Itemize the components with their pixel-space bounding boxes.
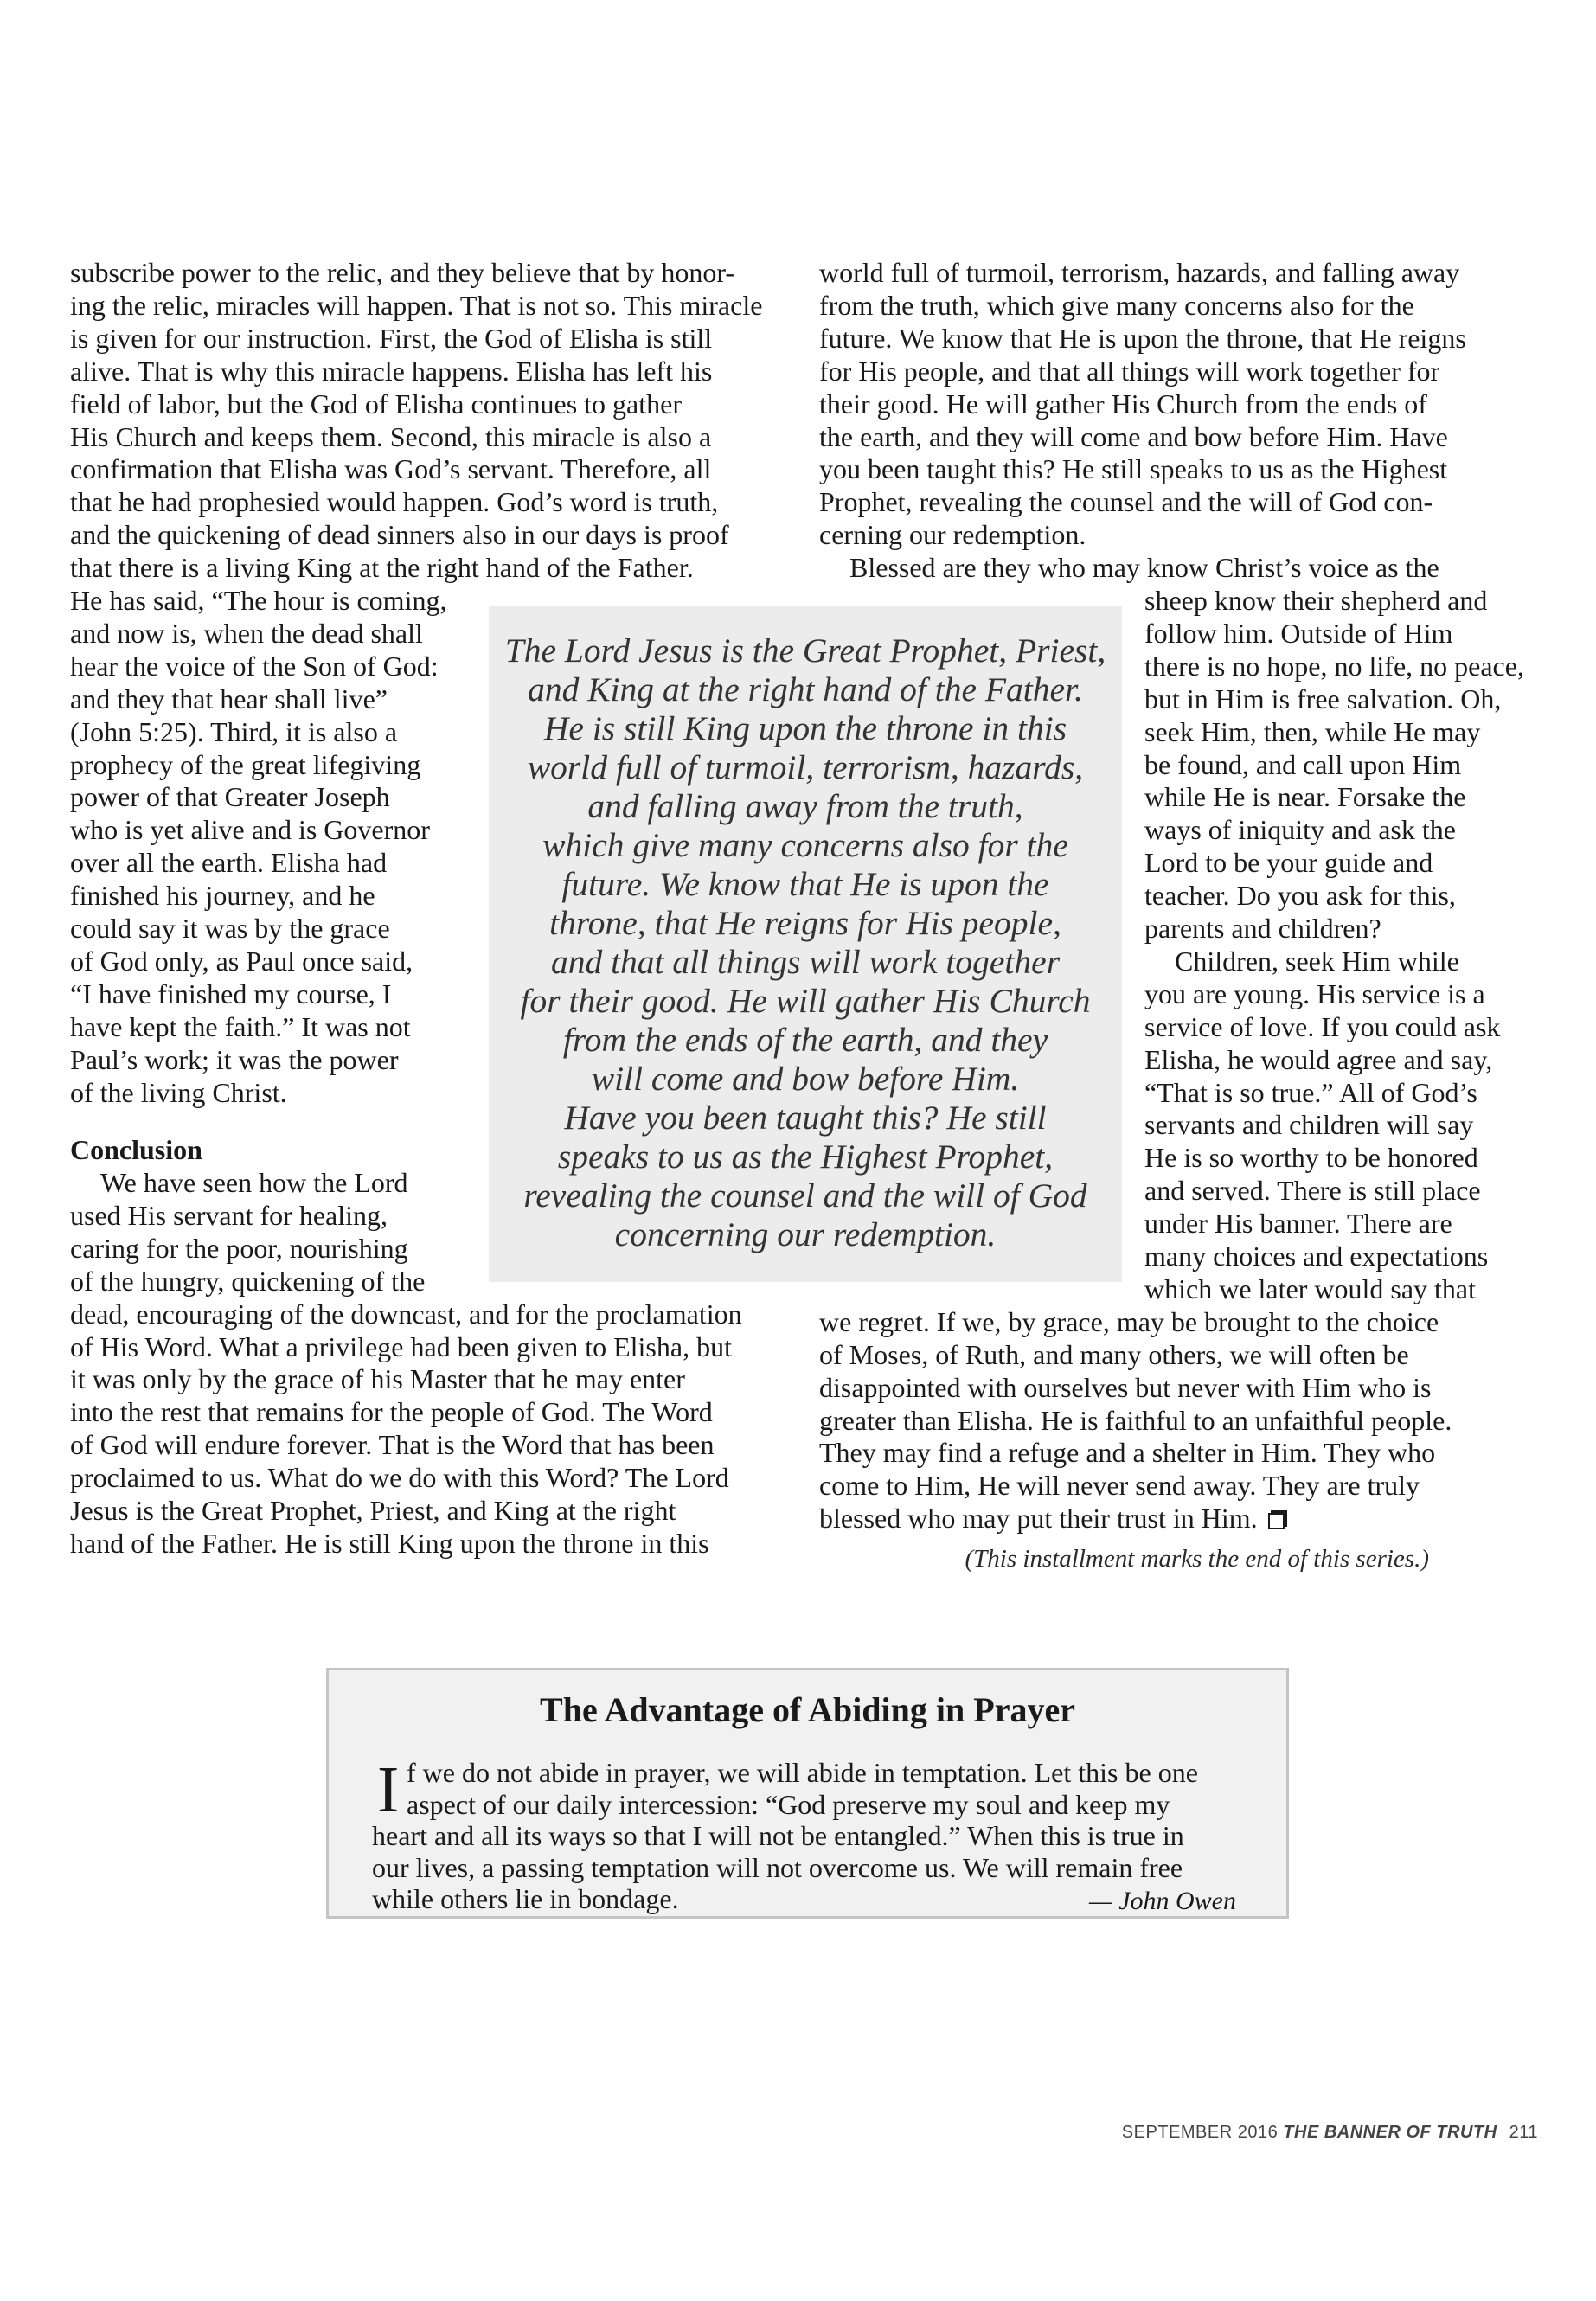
body-line: seek Him, then, while He may bbox=[1144, 716, 1481, 747]
body-line: sheep know their shepherd and bbox=[1144, 585, 1488, 616]
body-line: that there is a living King at the right hand of the Father. bbox=[70, 552, 694, 583]
body-line: subscribe power to the relic, and they believe that by honor- bbox=[70, 257, 734, 288]
body-line: and now is, when the dead shall bbox=[70, 618, 423, 649]
body-line: servants and children will say bbox=[1144, 1109, 1474, 1140]
body-line: we regret. If we, by grace, may be brought to the choice bbox=[819, 1306, 1439, 1337]
body-line: Blessed are they who may know Christ’s voice as the bbox=[849, 552, 1439, 583]
body-line: finished his journey, and he bbox=[70, 880, 375, 911]
footer-magazine: THE BANNER OF TRUTH bbox=[1283, 2123, 1497, 2142]
body-line: (John 5:25). Third, it is also a bbox=[70, 716, 398, 747]
body-line: and served. There is still place bbox=[1144, 1175, 1481, 1206]
body-line: He is so worthy to be honored bbox=[1144, 1142, 1478, 1173]
pull-quote-line: revealing the counsel and the will of God bbox=[523, 1176, 1087, 1215]
pull-quote bbox=[489, 606, 1122, 1282]
conclusion-heading: Conclusion bbox=[70, 1134, 202, 1165]
body-line: their good. He will gather His Church from the ends of bbox=[819, 388, 1427, 420]
body-line: who is yet alive and is Governor bbox=[70, 814, 430, 845]
body-line: disappointed with ourselves but never with Him who is bbox=[819, 1372, 1432, 1403]
body-line: His Church and keeps them. Second, this miracle is also a bbox=[70, 421, 712, 452]
body-line: service of love. If you could ask bbox=[1144, 1011, 1501, 1042]
body-line: could say it was by the grace bbox=[70, 913, 390, 944]
body-line: world full of turmoil, terrorism, hazards, and falling away bbox=[819, 257, 1460, 288]
pull-quote-line: He is still King upon the throne in this bbox=[543, 709, 1067, 747]
body-line: have kept the faith.” It was not bbox=[70, 1011, 411, 1042]
pull-quote-line: throne, that He reigns for His people, bbox=[549, 904, 1061, 942]
pull-quote-line: and that all things will work together bbox=[550, 943, 1061, 981]
body-line: We have seen how the Lord bbox=[100, 1167, 408, 1198]
sidebar-line: while others lie in bondage. bbox=[372, 1883, 679, 1914]
body-line: there is no hope, no life, no peace, bbox=[1144, 651, 1524, 682]
body-line: greater than Elisha. He is faithful to an unfaithful people. bbox=[819, 1405, 1452, 1436]
body-line: while He is near. Forsake the bbox=[1144, 781, 1466, 812]
body-line: parents and children? bbox=[1144, 913, 1381, 944]
body-line: of the living Christ. bbox=[70, 1077, 287, 1108]
body-line: Paul’s work; it was the power bbox=[70, 1044, 399, 1075]
body-line: confirmation that Elisha was God’s servant. Therefore, all bbox=[70, 453, 712, 484]
body-line: field of labor, but the God of Elisha continues to gather bbox=[70, 388, 682, 420]
footer-date: SEPTEMBER 2016 bbox=[1121, 2123, 1279, 2142]
pull-quote-line: for their good. He will gather His Church bbox=[520, 982, 1091, 1020]
body-line: under His banner. There are bbox=[1144, 1208, 1452, 1239]
body-line: and they that hear shall live” bbox=[70, 683, 388, 715]
body-line: Children, seek Him while bbox=[1175, 945, 1459, 977]
body-line: ways of iniquity and ask the bbox=[1144, 814, 1456, 845]
body-line: used His servant for healing, bbox=[70, 1200, 388, 1231]
body-line: which we later would say that bbox=[1144, 1273, 1476, 1304]
body-line: future. We know that He is upon the throne, that He reigns bbox=[819, 323, 1466, 354]
body-line: Elisha, he would agree and say, bbox=[1144, 1044, 1493, 1075]
end-mark-icon bbox=[1268, 1513, 1285, 1529]
body-line: follow him. Outside of Him bbox=[1144, 618, 1453, 649]
body-line: power of that Greater Joseph bbox=[70, 781, 390, 812]
sidebar-line: heart and all its ways so that I will not be entangled.” When this is true in bbox=[372, 1820, 1184, 1851]
body-line: from the truth, which give many concerns also for the bbox=[819, 290, 1414, 321]
body-line: He has said, “The hour is coming, bbox=[70, 585, 447, 616]
sidebar-title: The Advantage of Abiding in Prayer bbox=[540, 1690, 1075, 1729]
body-line: of God will endure forever. That is the Word that has been bbox=[70, 1429, 715, 1460]
body-line: ing the relic, miracles will happen. That is not so. This miracle bbox=[70, 290, 763, 321]
body-line: “That is so true.” All of God’s bbox=[1144, 1077, 1477, 1108]
body-line: of God only, as Paul once said, bbox=[70, 945, 413, 977]
page-footer bbox=[1122, 2123, 1538, 2143]
body-line: many choices and expectations bbox=[1144, 1240, 1489, 1272]
body-line: Prophet, revealing the counsel and the will of God con- bbox=[819, 486, 1433, 517]
body-line: that he had prophesied would happen. God’s word is truth, bbox=[70, 486, 719, 517]
body-line: dead, encouraging of the downcast, and for the proclamation bbox=[70, 1298, 742, 1330]
body-line: Jesus is the Great Prophet, Priest, and King at the right bbox=[70, 1495, 676, 1526]
body-line: Lord to be your guide and bbox=[1144, 847, 1433, 878]
pull-quote-line: and King at the right hand of the Father. bbox=[528, 670, 1083, 708]
sidebar-line: aspect of our daily intercession: “God preserve my soul and keep my bbox=[407, 1789, 1170, 1820]
pull-quote-line: which give many concerns also for the bbox=[542, 826, 1068, 864]
pull-quote-line: from the ends of the earth, and they bbox=[562, 1021, 1048, 1059]
body-line: They may find a refuge and a shelter in Him. They who bbox=[819, 1437, 1436, 1468]
body-line: for His people, and that all things will work together for bbox=[819, 356, 1440, 387]
body-line: come to Him, He will never send away. They are truly bbox=[819, 1470, 1420, 1501]
pull-quote-line: speaks to us as the Highest Prophet, bbox=[557, 1138, 1054, 1176]
body-line: the earth, and they will come and bow before Him. Have bbox=[819, 421, 1448, 452]
sidebar-line: f we do not abide in prayer, we will abide in temptation. Let this be one bbox=[407, 1757, 1198, 1788]
body-line: hand of the Father. He is still King upon the throne in this bbox=[70, 1528, 709, 1559]
pull-quote-line: world full of turmoil, terrorism, hazards, bbox=[527, 748, 1084, 786]
pull-quote-line: concerning our redemption. bbox=[614, 1215, 997, 1253]
body-line: it was only by the grace of his Master that he may enter bbox=[70, 1363, 685, 1394]
drop-cap: I bbox=[377, 1753, 400, 1826]
body-line: hear the voice of the Son of God: bbox=[70, 651, 439, 682]
body-line: and the quickening of dead sinners also in our days is proof bbox=[70, 519, 729, 550]
body-line: is given for our instruction. First, the God of Elisha is still bbox=[70, 323, 713, 354]
pull-quote-line: will come and bow before Him. bbox=[591, 1060, 1020, 1098]
series-note: (This installment marks the end of this series.) bbox=[965, 1545, 1429, 1573]
pull-quote-line: future. We know that He is upon the bbox=[561, 865, 1049, 903]
pull-quote-line: Have you been taught this? He still bbox=[564, 1099, 1047, 1137]
body-line: alive. That is why this miracle happens. Elisha has left his bbox=[70, 356, 713, 387]
body-line: over all the earth. Elisha had bbox=[70, 847, 388, 878]
body-line: prophecy of the great lifegiving bbox=[70, 749, 421, 780]
body-line: proclaimed to us. What do we do with this Word? The Lord bbox=[70, 1462, 729, 1493]
body-line: cerning our redemption. bbox=[819, 519, 1086, 550]
body-line: you are young. His service is a bbox=[1144, 978, 1485, 1009]
body-line: into the rest that remains for the people of God. The Word bbox=[70, 1396, 713, 1427]
sidebar-line: our lives, a passing temptation will not overcome us. We will remain free bbox=[372, 1852, 1183, 1883]
body-line: blessed who may put their trust in Him. bbox=[819, 1503, 1285, 1535]
footer-page-number: 211 bbox=[1509, 2123, 1538, 2142]
sidebar-attribution: — John Owen bbox=[1089, 1887, 1236, 1915]
body-line: be found, and call upon Him bbox=[1144, 749, 1462, 780]
body-line: of His Word. What a privilege had been given to Elisha, but bbox=[70, 1331, 732, 1362]
body-line: of the hungry, quickening of the bbox=[70, 1266, 426, 1297]
body-line: but in Him is free salvation. Oh, bbox=[1144, 683, 1502, 715]
sidebar-box bbox=[326, 1668, 1289, 1919]
body-line: of Moses, of Ruth, and many others, we will often be bbox=[819, 1339, 1409, 1370]
pull-quote-line: The Lord Jesus is the Great Prophet, Priest, bbox=[504, 631, 1106, 670]
body-line: caring for the poor, nourishing bbox=[70, 1233, 408, 1264]
body-line: “I have finished my course, I bbox=[70, 978, 392, 1009]
body-line: teacher. Do you ask for this, bbox=[1144, 880, 1456, 911]
pull-quote-line: and falling away from the truth, bbox=[587, 787, 1023, 825]
body-line: you been taught this? He still speaks to us as the Highest bbox=[819, 453, 1448, 484]
